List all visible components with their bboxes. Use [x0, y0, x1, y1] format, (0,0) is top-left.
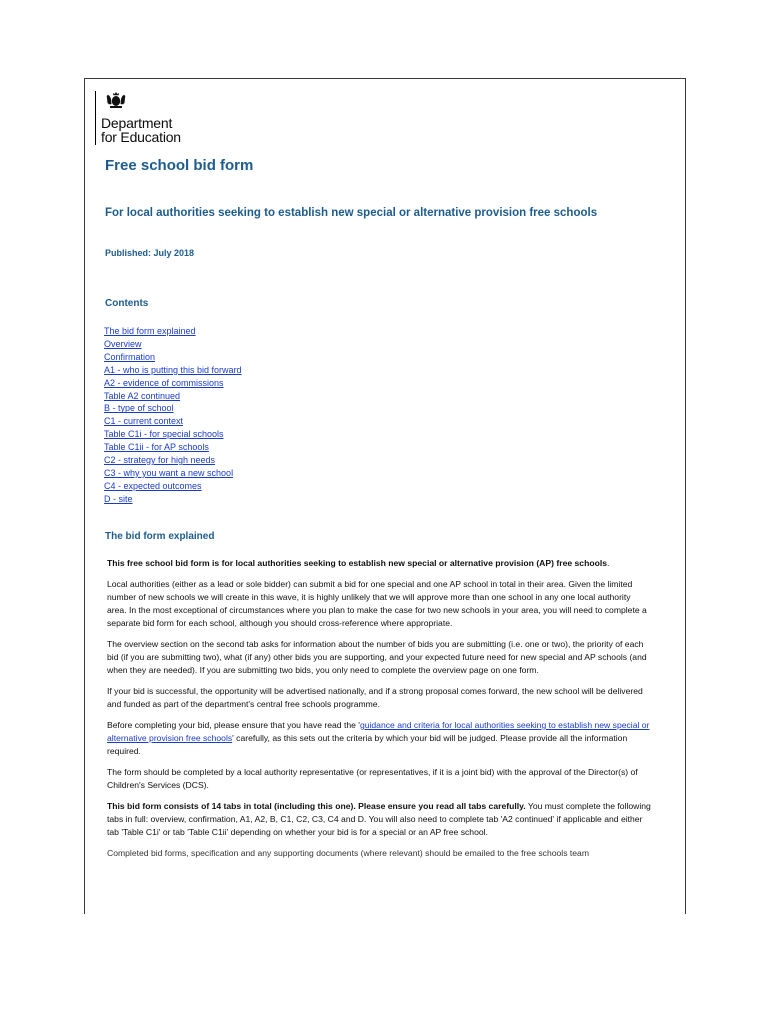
toc-link-d[interactable]: D - site: [104, 493, 133, 504]
toc-link-confirmation[interactable]: Confirmation: [104, 351, 156, 362]
toc-link-c1[interactable]: C1 - current context: [104, 416, 184, 427]
published-date: Published: July 2018: [105, 248, 195, 258]
logo-divider: [95, 91, 96, 145]
paragraph-intro: [107, 557, 652, 570]
section-body: [107, 557, 652, 868]
table-of-contents: [104, 325, 242, 506]
logo-line-1: Department: [101, 115, 173, 131]
paragraph-tabs: [107, 800, 652, 839]
dfe-logo: [95, 91, 181, 147]
guidance-text-start: Before completing your bid, please ensure that you have read the ': [107, 720, 360, 730]
intro-end: .: [607, 558, 610, 568]
toc-link-overview[interactable]: Overview: [104, 338, 142, 349]
intro-bold-text: This free school bid form is for local authorities seeking to establish new special or alternative provision (AP) free schools: [107, 558, 607, 568]
section-heading-bid-form-explained: The bid form explained: [105, 531, 215, 542]
paragraph-guidance: [107, 719, 652, 758]
logo-text-block: [101, 91, 181, 144]
toc-link-table-a2-continued[interactable]: Table A2 continued: [104, 390, 181, 401]
toc-link-c2[interactable]: C2 - strategy for high needs: [104, 455, 216, 466]
tabs-rest-text: You must complete the following tabs in full: overview, confirmation, A1, A2, B, C1, C2, C3, C4 and D. You will also need to complete tab 'A2 continued' if applicable and either tab 'Table C1i' or tab 'Table C1ii' depending on whether your bid is for a special or an AP free school.: [107, 801, 651, 837]
toc-link-c3[interactable]: C3 - why you want a new school: [104, 467, 234, 478]
paragraph-submission-cutoff: Completed bid forms, specification and any supporting documents (where relevant) should be emailed to the free schools team: [107, 848, 589, 858]
document-page: [84, 78, 686, 914]
royal-crest-icon: [105, 91, 181, 114]
guidance-text-end: ' carefully, as this sets out the criteria by which your bid will be judged. Please provide all the information required.: [107, 733, 628, 756]
toc-link-b[interactable]: B - type of school: [104, 403, 174, 414]
toc-link-a2[interactable]: A2 - evidence of commissions: [104, 377, 224, 388]
guidance-link[interactable]: guidance and criteria for local authorities seeking to establish new special or alternative provision free schools: [107, 720, 650, 743]
paragraph-successful-bid: If your bid is successful, the opportunity will be advertised nationally, and if a strong proposal comes forward, the new school will be delivered and funded as part of the department's central free schools programme.: [107, 686, 643, 709]
page-subtitle: For local authorities seeking to establish new special or alternative provision free schools: [105, 207, 598, 219]
contents-heading: Contents: [105, 298, 149, 309]
logo-line-2: for Education: [101, 129, 181, 145]
paragraph-overview-section: The overview section on the second tab asks for information about the number of bids you are submitting (i.e. one or two), the priority of each bid (if you are submitting two), what (if any) other bids you are supporting, and your expected future need for new special and AP schools (and when they are needed). If you are submitting two bids, you only need to complete the overview page on one form.: [107, 639, 647, 675]
toc-link-table-c1i[interactable]: Table C1i - for special schools: [104, 429, 224, 440]
paragraph-representative: The form should be completed by a local authority representative (or representatives, if it is a joint bid) with the approval of the Director(s) of Children's Services (DCS).: [107, 767, 638, 790]
toc-link-table-c1ii[interactable]: Table C1ii - for AP schools: [104, 442, 209, 453]
toc-link-c4[interactable]: C4 - expected outcomes: [104, 480, 202, 491]
page-title: Free school bid form: [105, 157, 254, 174]
toc-link-bid-form-explained[interactable]: The bid form explained: [104, 326, 196, 336]
tabs-bold-text: This bid form consists of 14 tabs in total (including this one). Please ensure you read all tabs carefully.: [107, 801, 526, 811]
toc-link-a1[interactable]: A1 - who is putting this bid forward: [104, 364, 242, 375]
paragraph-la-bids: Local authorities (either as a lead or sole bidder) can submit a bid for one special and one AP school in total in their area. Given the limited number of new schools we will create in this wave, it is highly unlikely that we will approve more than one school in any one local authority area. In the most exceptional of circumstances where you plan to make the case for two new schools in your area, you will need to complete a separate bid form for each school, although you should cross-reference where appropriate.: [107, 579, 647, 628]
